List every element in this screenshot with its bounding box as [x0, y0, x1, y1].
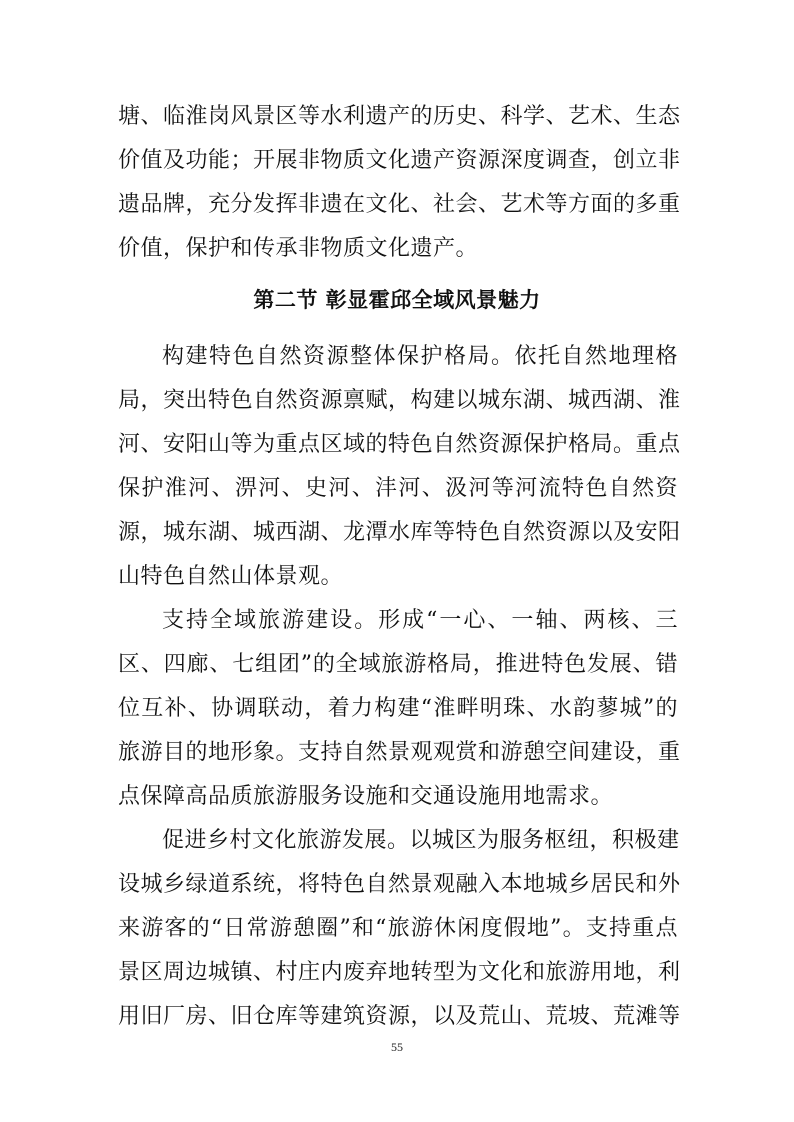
- paragraph-line: 景区周边城镇、村庄内废弃地转型为文化和旅游用地，利: [118, 960, 681, 985]
- paragraph-line: 设城乡绿道系统，将特色自然景观融入本地城乡居民和外: [118, 872, 681, 897]
- paragraph-line: 用旧厂房、旧仓库等建筑资源，以及荒山、荒坡、荒滩等: [118, 1004, 681, 1029]
- paragraph-line: 遗品牌，充分发挥非遗在文化、社会、艺术等方面的多重: [118, 192, 681, 217]
- paragraph-line: 构建特色自然资源整体保护格局。依托自然地理格: [162, 344, 678, 369]
- paragraph-line: 保护淮河、淠河、史河、沣河、汲河等河流特色自然资: [118, 476, 678, 501]
- paragraph-line: 点保障高品质旅游服务设施和交通设施用地需求。: [118, 784, 614, 809]
- page-number: 55: [391, 1040, 403, 1054]
- paragraph-line: 支持全域旅游建设。形成“一心、一轴、两核、三: [162, 608, 678, 633]
- paragraph-line: 源，城东湖、城西湖、龙潭水库等特色自然资源以及安阳: [118, 520, 681, 545]
- paragraph-line: 塘、临淮岗风景区等水利遗产的历史、科学、艺术、生态: [118, 104, 681, 129]
- continuation-paragraph: [118, 95, 681, 271]
- paragraph-line: 旅游目的地形象。支持自然景观观赏和游憩空间建设，重: [118, 740, 681, 765]
- paragraph-line: 山特色自然山体景观。: [118, 564, 344, 589]
- paragraph-line: 促进乡村文化旅游发展。以城区为服务枢纽，积极建: [162, 828, 680, 853]
- paragraph-rural-tourism: [118, 819, 681, 1039]
- paragraph-line: 价值，保护和传承非物质文化遗产。: [118, 236, 479, 261]
- paragraph-line: 局，突出特色自然资源禀赋，构建以城东湖、城西湖、淮: [118, 388, 681, 413]
- paragraph-line: 位互补、协调联动，着力构建“淮畔明珠、水韵蓼城”的: [118, 696, 678, 721]
- paragraph-natural-resources: [118, 335, 681, 599]
- paragraph-line: 价值及功能；开展非物质文化遗产资源深度调查，创立非: [118, 148, 681, 173]
- paragraph-line: 区、四廊、七组团”的全域旅游格局，推进特色发展、错: [118, 652, 678, 677]
- paragraph-tourism: [118, 599, 681, 819]
- section-heading: 第二节 彰显霍邱全域风景魅力: [253, 288, 541, 312]
- paragraph-line: 来游客的“日常游憩圈”和“旅游休闲度假地”。支持重点: [118, 916, 678, 941]
- paragraph-line: 河、安阳山等为重点区域的特色自然资源保护格局。重点: [118, 432, 681, 457]
